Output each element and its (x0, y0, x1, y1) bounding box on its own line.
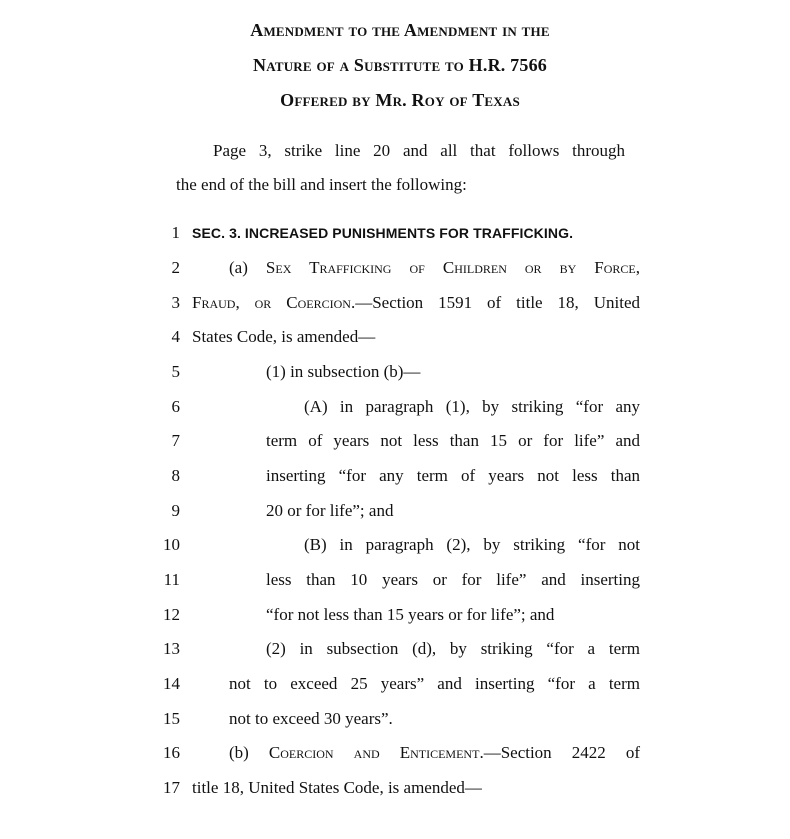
subsection-b-heading-line (229, 743, 640, 763)
body-text: .—Section 1591 of title 18, United (350, 293, 640, 312)
line-number: 2 (171, 258, 180, 277)
line-number: 10 (163, 535, 180, 554)
body-line: less than 10 years or for life” and inserting (266, 570, 640, 589)
body-line: (1) in subsection (b)— (266, 362, 421, 381)
body-line: inserting “for any term of years not less than (266, 466, 640, 485)
line-number: 5 (171, 362, 180, 381)
line-number: 14 (163, 674, 180, 693)
title-line-1: Amendment to the Amendment in the (250, 20, 550, 40)
line-number: 7 (171, 431, 180, 450)
body-text: .—Section 2422 of (479, 743, 640, 762)
body-line: (A) in paragraph (1), by striking “for any (304, 397, 640, 416)
small-caps-heading: Coercion and Enticement (268, 743, 480, 762)
line-number: 12 (163, 605, 180, 624)
body-line: title 18, United States Code, is amended— (192, 778, 482, 797)
body-line: not to exceed 25 years” and inserting “for a term (229, 674, 640, 693)
body-line: not to exceed 30 years”. (229, 709, 393, 728)
instruction-line-1: Page 3, strike line 20 and all that follows through (213, 141, 625, 160)
enum-text: (a) (229, 258, 266, 277)
line-number: 3 (171, 293, 180, 312)
body-line: States Code, is amended— (192, 327, 376, 346)
line-number: 16 (163, 743, 180, 762)
body-line (192, 293, 640, 313)
line-number: 8 (171, 466, 180, 485)
body-line: (B) in paragraph (2), by striking “for not (304, 535, 640, 554)
body-line: “for not less than 15 years or for life”; and (266, 605, 555, 624)
body-line: 20 or for life”; and (266, 501, 394, 520)
instruction-line-2: the end of the bill and insert the following: (176, 175, 467, 194)
line-number: 1 (171, 223, 180, 242)
subsection-a-heading-line (229, 258, 640, 278)
line-number: 15 (163, 709, 180, 728)
title-line-3: Offered by Mr. Roy of Texas (280, 90, 520, 110)
line-number: 11 (163, 570, 180, 589)
line-number: 17 (163, 778, 180, 797)
line-number: 9 (171, 501, 180, 520)
line-number: 13 (163, 639, 180, 658)
line-number: 4 (171, 327, 180, 346)
small-caps-heading: Sex Trafficking of Children or by Force, (265, 258, 640, 277)
section-heading: SEC. 3. INCREASED PUNISHMENTS FOR TRAFFICKING. (192, 225, 574, 241)
title-line-2: Nature of a Substitute to H.R. 7566 (253, 55, 547, 75)
small-caps-heading: Fraud, or Coercion (192, 293, 351, 312)
enum-text: (b) (229, 743, 269, 762)
body-line: term of years not less than 15 or for life” and (266, 431, 640, 450)
line-number: 6 (171, 397, 180, 416)
body-line: (2) in subsection (d), by striking “for a term (266, 639, 640, 658)
